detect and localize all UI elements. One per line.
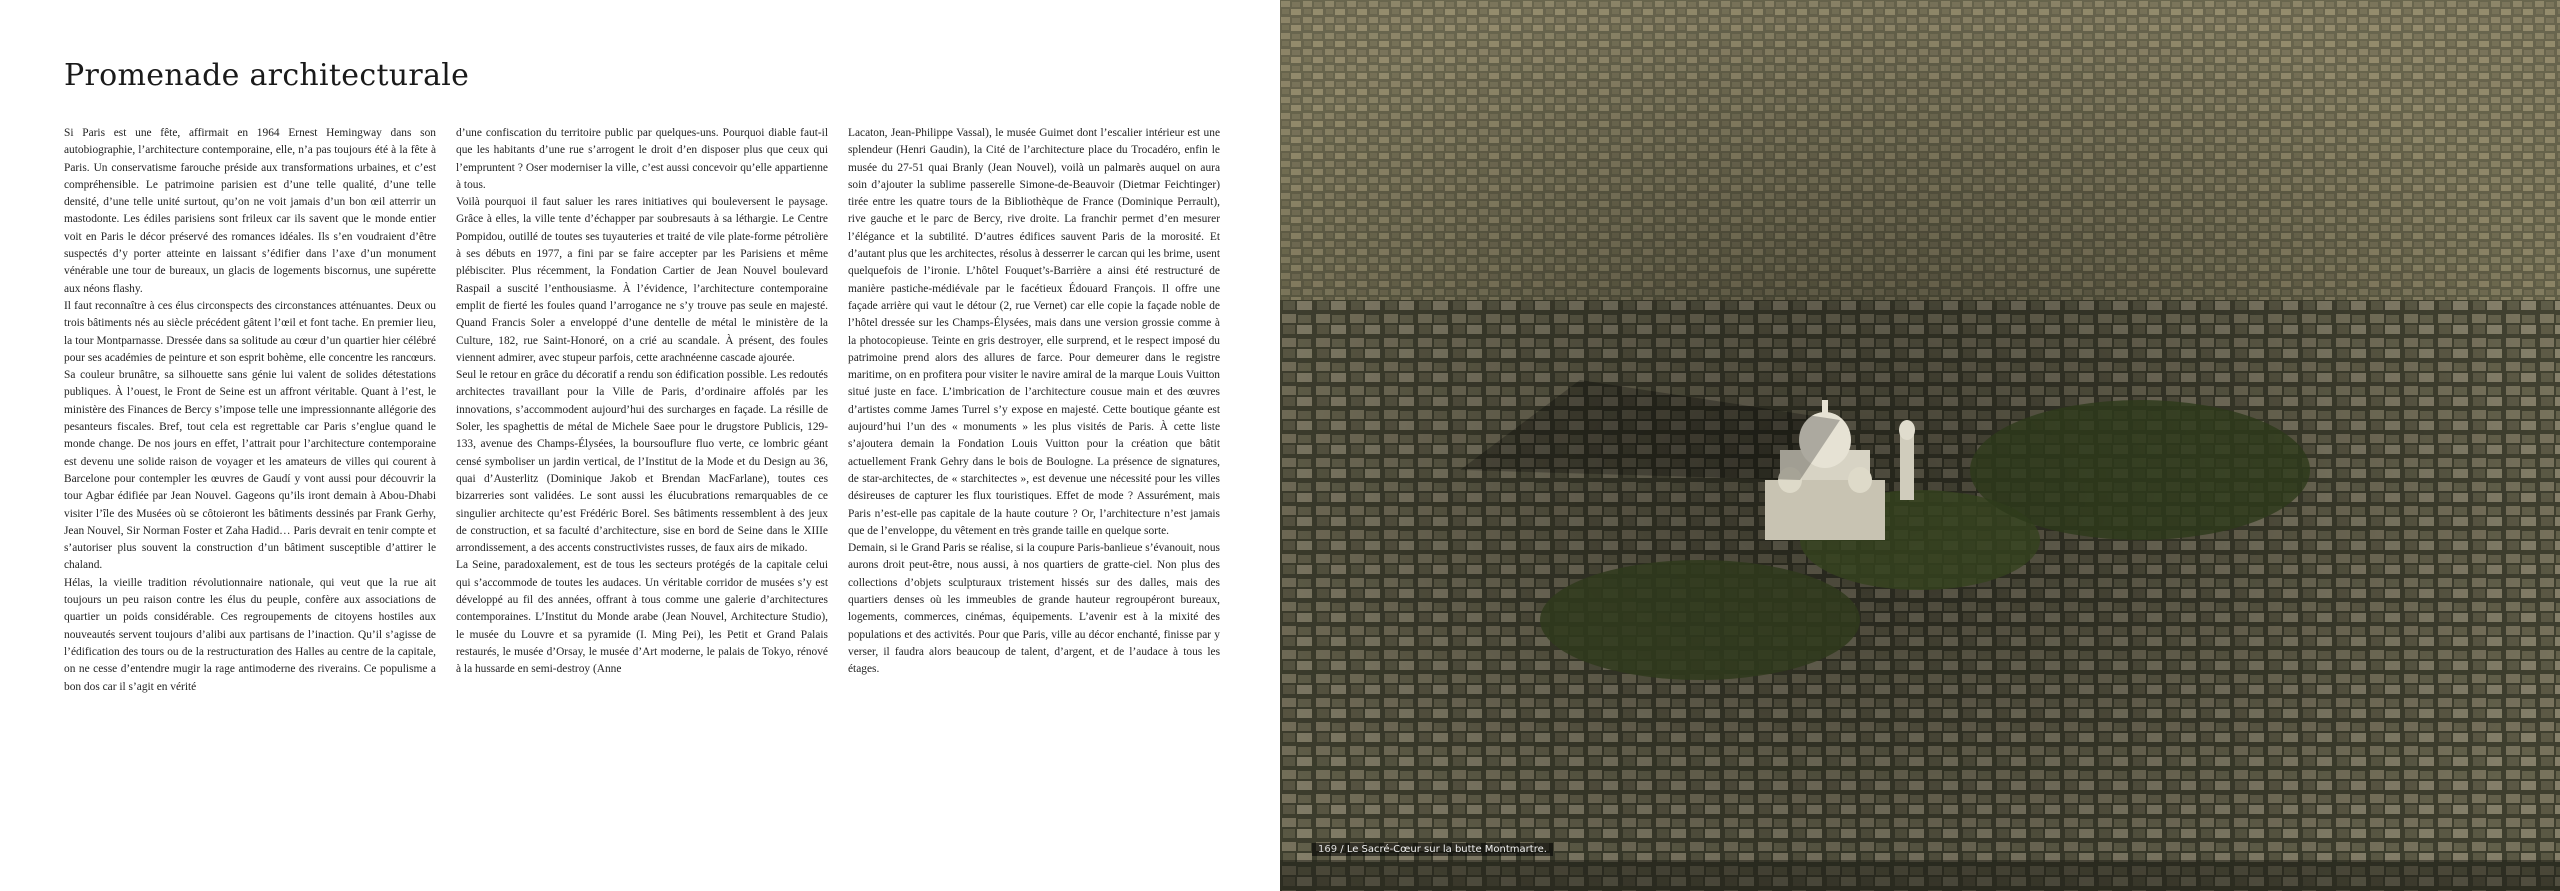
paragraph: Seul le retour en grâce du décoratif a rendu son édification possible. Les redoutés architectes travaillant pour la Ville de Paris, d’ordinaire affolés par les innovations, s’accommodent aujourd’hui des surcharges en façade. La résille de Soler, les spaghettis de métal de Michele Saee pour le drugstore Publicis, 129-133, avenue des Champs-Élysées, la boursouflure fluo verte, ce lombric géant censé symboliser un jardin vertical, de l’Institut de la Mode et du Design au 36, quai d’Austerlitz (Dominique Jakob et Brendan MacFarlane), toutes ces bizarreries sont validées. Le sont aussi les élucubrations remarquables de ce singulier architecte qu’est Frédéric Borel. Ses bâtiments ressemblent à des jeux de construction, et sa faculté d’architecture, sise en bord de Seine dans le XIIIe arrondissement, a des accents constructivistes russes, de faux airs de mikado.: [456, 369, 828, 555]
paragraph: Demain, si le Grand Paris se réalise, si la coupure Paris-banlieue s’évanouit, nous aurons droit peut-être, nous aussi, à nos quartiers de gratte-ciel. Non plus des collections d’objets sculpturaux tristement hissés sur des dalles, mais des quartiers denses où les immeubles de grande hauteur regroupéront bureaux, logements, commerces, cinémas, équipements. L’avenir est à la mixité des populations et des activités. Pour que Paris, ville au décor enchanté, finisse par y verser, il faudra alors beaucoup de talent, d’argent, et de l’audace à tous les étages.: [848, 542, 1220, 676]
caption-number: 169: [1318, 844, 1338, 855]
paragraph: d’une confiscation du territoire public par quelques-uns. Pourquoi diable faut-il que les habitants d’une rue s’arrogent le droit d’en disposer plus que ceux qui l’empruntent ? Oser moderniser la ville, c’est aussi concevoir qu’elle appartienne à tous.: [456, 127, 828, 191]
paragraph: Si Paris est une fête, affirmait en 1964 Ernest Hemingway dans son autobiographie, l’architecture contemporaine, elle, n’a pas toujours été à la fête à Paris. Un conservatisme farouche préside aux transformations urbaines, et c’est compréhensible. Le patrimoine parisien est d’une telle qualité, d’une telle densité, d’une telle unité surtout, qu’on ne voit jamais d’un bon œil atterrir un mastodonte. Les édiles parisiens sont frileux car ils savent que le monde entier voit en Paris le décor préservé des romances idéales. Ils s’en voudraient d’être suspectés d’y porter atteinte en laissant s’édifier dans l’axe d’un monument vénérable une tour de bureaux, un glacis de logements biscornus, une supérette aux néons flashy.: [64, 127, 436, 295]
paragraph: Hélas, la vieille tradition révolutionnaire nationale, qui veut que la rue ait toujours un peu raison contre les élus du peuple, confère aux associations de quartier un poids considérable. Ces regroupements de citoyens hostiles aux nouveautés servent toujours d’alibi aux partisans de l’inaction. Qu’il s’agisse de l’édification des tours ou de la restructuration des Halles au centre de la capitale, on ne cesse d’entendre mugir la rage antimoderne des riverains. Ce populisme a bon dos car il s’agit en vérité: [64, 576, 436, 693]
text-column-3: [848, 125, 1220, 679]
paragraph: Lacaton, Jean-Philippe Vassal), le musée Guimet dont l’escalier intérieur est une splendeur (Henri Gaudin), la Cité de l’architecture place du Trocadéro, enfin le musée du 27-51 quai Branly (Jean Nouvel), voilà un palmarès auquel on aura soin d’ajouter la sublime passerelle Simone-de-Beauvoir (Dietmar Feichtinger) tirée entre les quatre tours de la Bibliothèque de France (Dominique Perrault), rive gauche et le parc de Bercy, rive droite. La franchir permet d’en mesurer l’élégance et la subtilité. D’autres édifices sauvent Paris de la morosité. Et d’autant plus que les architectes, résolus à desserrer le carcan qui les brime, usent quelquefois de l’ironie. L’hôtel Fouquet’s-Barrière a ainsi été restructuré de manière pastiche-médiévale par le facétieux Édouard François. Il offre une façade arrière qui vaut le détour (2, rue Vernet) car elle copie la façade noble de l’hôtel dressée sur les Champs-Élysées, mais dans une version grossie comme à la photocopieuse. Teinte en gris destroyer, elle surprend, et le respect imposé du patrimoine prend alors des allures de farce. Pour demeurer dans le registre maritime, on en profitera pour visiter le navire amiral de la marque Louis Vuitton situé juste en face. L’imbrication de l’architecture cousue main et des œuvres d’artistes comme James Turrel s’y expose en majesté. Cette boutique géante est aujourd’hui l’un des « monuments » les plus visités de Paris. À cette liste s’ajoutera demain la Fondation Louis Vuitton pour la création que bâtit actuellement Frank Gehry dans le bois de Boulogne. La présence de signatures, de star-architectes, de « starchitectes », est devenue une nécessité pour les villes désireuses de capturer les flux touristiques. Effet de mode ? Assurément, mais Paris n’est-elle pas capitale de la haute couture ? Or, l’architecture n’est jamais que de l’enveloppe, du vêtement en très grande taille en quelque sorte.: [848, 127, 1220, 537]
photo-caption: [1312, 843, 1553, 856]
paragraph: La Seine, paradoxalement, est de tous les secteurs protégés de la capitale celui qui s’accommode de toutes les audaces. Un véritable corridor de musées s’y est développé au fil des années, offrant à tous comme une galerie d’architectures contemporaines. L’Institut du Monde arabe (Jean Nouvel, Architecture Studio), le musée du Louvre et sa pyramide (I. Ming Pei), les Petit et Grand Palais restaurés, le musée d’Orsay, le musée d’Art moderne, le palais de Tokyo, rénové à la hussarde en semi-destroy (Anne: [456, 559, 828, 676]
aerial-photo-sacre-coeur: [1280, 0, 2560, 891]
text-column-2: [456, 125, 828, 679]
paragraph: Voilà pourquoi il faut saluer les rares initiatives qui bouleversent le paysage. Grâce à elles, la ville tente d’échapper par soubresauts à sa léthargie. Le Centre Pompidou, outillé de toutes ses tuyauteries et traité de vile plate-forme pétrolière à ses débuts en 1977, a fini par se faire accepter par les Parisiens et même plébisciter. Plus récemment, la Fondation Cartier de Jean Nouvel boulevard Raspail a suscité l’enthousiasme. À l’évidence, l’architecture contemporaine emplit de fierté les foules quand l’arrogance ne s’y trouve pas seule en majesté. Quand Francis Soler a enveloppé d’une dentelle de métal le ministère de la Culture, 182, rue Saint-Honoré, on a crié au scandale. À présent, des foules viennent admirer, avec stupeur parfois, cette arachnéenne cascade ajourée.: [456, 196, 828, 364]
page-title: Promenade architecturale: [64, 58, 470, 93]
paragraph: Il faut reconnaître à ces élus circonspects des circonstances atténuantes. Deux ou trois bâtiments nés au siècle précédent gâtent l’œil et font tache. En premier lieu, la tour Montparnasse. Dressée dans sa solitude au cœur d’un quartier hier célébré pour ses académies de peinture et son esprit bohème, elle concentre les rancœurs. Sa couleur brunâtre, sa silhouette sans génie lui valent de solides détestations publiques. À l’ouest, le Front de Seine est un affront véritable. Quant à l’est, le ministère des Finances de Bercy s’impose telle une impressionnante allégorie des pesanteurs fiscales. Bref, tout cela est regrettable car Paris s’englue quand le monde change. De nos jours en effet, l’attrait pour l’architecture contemporaine est devenu une solide raison de voyager et les amateurs de villes qui courent à Barcelone pour contempler les œuvres de Gaudí y vont aussi pour découvrir la tour Agbar édifiée par Jean Nouvel. Gageons qu’ils iront demain à Abou-Dhabi visiter l’île des Musées où se côtoieront les bâtiments dessinés par Frank Gerhy, Jean Nouvel, Sir Norman Foster et Zaha Hadid… Paris devrait en tenir compte et s’autoriser plus souvent la construction d’un bâtiment susceptible d’attirer le chaland.: [64, 299, 436, 572]
text-column-1: [64, 125, 436, 696]
caption-text: / Le Sacré-Cœur sur la butte Montmartre.: [1340, 844, 1547, 855]
